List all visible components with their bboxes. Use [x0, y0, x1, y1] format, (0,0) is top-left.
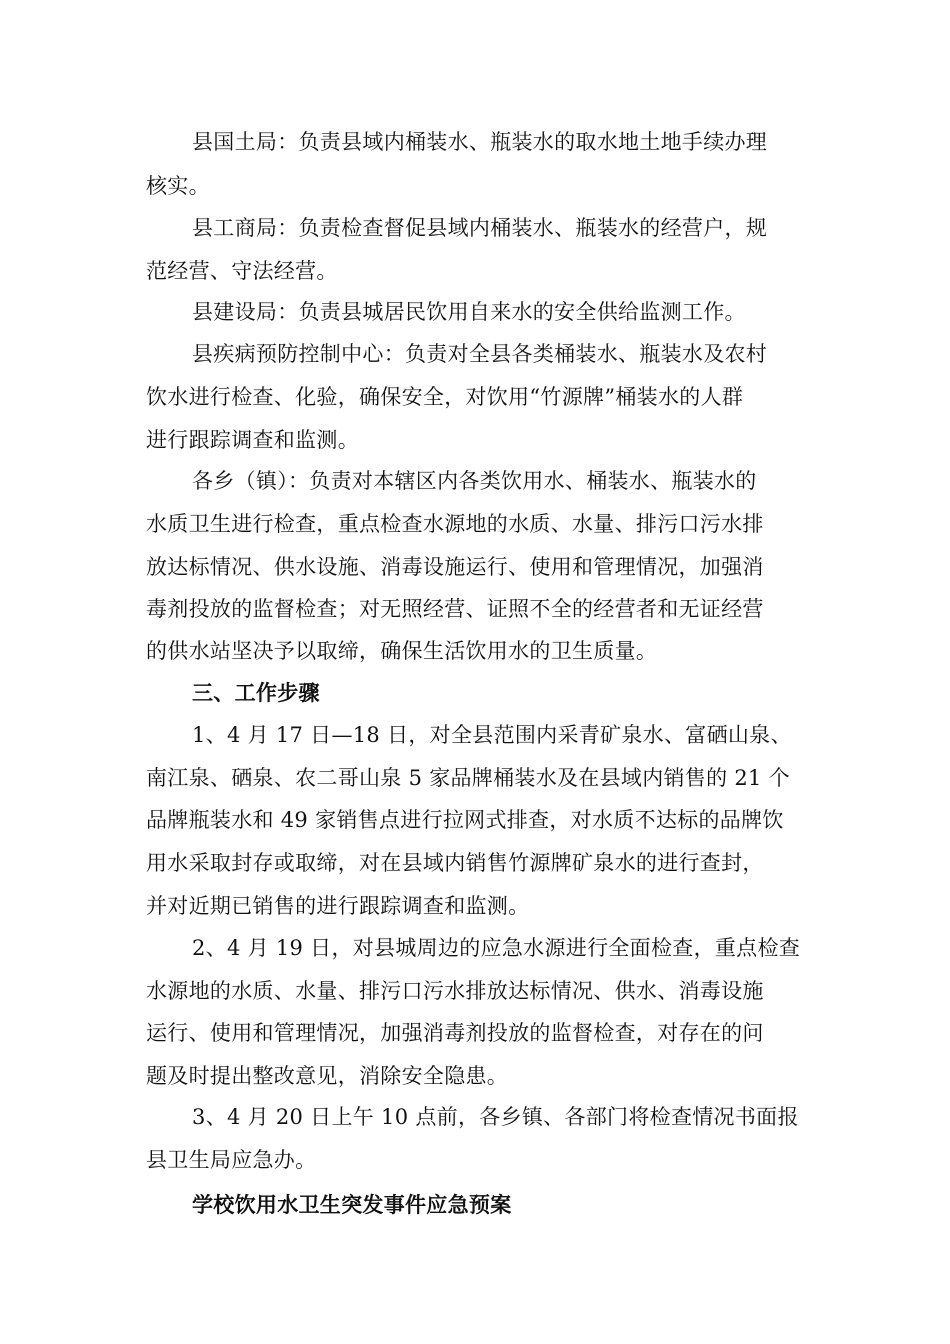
paragraph-townships-line-2: 水质卫生进行检查，重点检查水源地的水质、水量、排污口污水排: [146, 512, 764, 536]
paragraph-commerce-bureau-line-2: 范经营、守法经营。: [146, 259, 338, 283]
paragraph-cdc-line-3: 进行跟踪调查和监测。: [146, 428, 359, 452]
paragraph-townships-line-5: 的供水站坚决予以取缔，确保生活饮用水的卫生质量。: [146, 639, 658, 663]
step-1-line-4: 用水采取封存或取缔，对在县域内销售竹源牌矿泉水的进行查封，: [146, 851, 764, 875]
step-3-line-1: 3、4 月 20 日上午 10 点前，各乡镇、各部门将检查情况书面报: [192, 1105, 799, 1129]
step-3-line-2: 县卫生局应急办。: [146, 1148, 317, 1172]
paragraph-cdc-line-1: 县疾病预防控制中心：负责对全县各类桶装水、瓶装水及农村: [192, 342, 768, 366]
step-1-line-2: 南江泉、硒泉、农二哥山泉 5 家品牌桶装水及在县域内销售的 21 个: [146, 766, 790, 790]
paragraph-cdc-line-2: 饮水进行检查、化验，确保安全，对饮用“竹源牌”桶装水的人群: [146, 385, 744, 409]
section-heading-work-steps: 三、工作步骤: [192, 681, 320, 705]
step-2-line-4: 题及时提出整改意见，消除安全隐患。: [146, 1064, 509, 1088]
step-2-line-2: 水源地的水质、水量、排污口污水排放达标情况、供水、消毒设施: [146, 979, 764, 1003]
paragraph-townships-line-1: 各乡（镇）：负责对本辖区内各类饮用水、桶装水、瓶装水的: [192, 469, 757, 493]
step-1-line-1: 1、4 月 17 日—18 日，对全县范围内采青矿泉水、富硒山泉、: [192, 723, 792, 747]
paragraph-commerce-bureau-line-1: 县工商局：负责检查督促县域内桶装水、瓶装水的经营户，规: [192, 216, 768, 240]
paragraph-land-bureau-line-2: 核实。: [146, 174, 210, 198]
paragraph-construction-bureau: 县建设局：负责县城居民饮用自来水的安全供给监测工作。: [192, 300, 746, 324]
step-1-line-5: 并对近期已销售的进行跟踪调查和监测。: [146, 894, 530, 918]
paragraph-land-bureau-line-1: 县国土局：负责县域内桶装水、瓶装水的取水地土地手续办理: [192, 130, 768, 154]
document-subtitle-school-plan: 学校饮用水卫生突发事件应急预案: [192, 1193, 512, 1217]
paragraph-townships-line-3: 放达标情况、供水设施、消毒设施运行、使用和管理情况，加强消: [146, 555, 764, 579]
step-1-line-3: 品牌瓶装水和 49 家销售点进行拉网式排查，对水质不达标的品牌饮: [146, 808, 784, 832]
step-2-line-1: 2、4 月 19 日，对县城周边的应急水源进行全面检查，重点检查: [192, 936, 801, 960]
paragraph-townships-line-4: 毒剂投放的监督检查；对无照经营、证照不全的经营者和无证经营: [146, 597, 764, 621]
step-2-line-3: 运行、使用和管理情况，加强消毒剂投放的监督检查，对存在的问: [146, 1021, 764, 1045]
